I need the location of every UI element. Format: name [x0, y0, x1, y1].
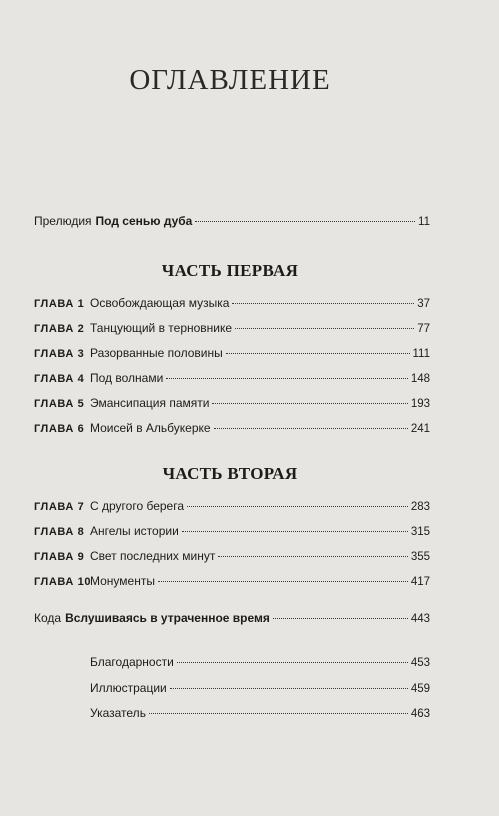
- toc-entry-coda[interactable]: [34, 611, 430, 629]
- chapter-title: Эмансипация памяти: [90, 396, 210, 410]
- page-title: ОГЛАВЛЕНИЕ: [129, 64, 331, 96]
- chapter-label: ГЛАВА 2: [34, 323, 85, 335]
- dot-leader: [166, 378, 408, 379]
- toc-entry-chapter[interactable]: [34, 421, 430, 439]
- page-number: 11: [418, 216, 430, 228]
- entry-title: Иллюстрации: [90, 681, 167, 695]
- dot-leader: [187, 506, 408, 507]
- chapter-label: ГЛАВА 6: [34, 423, 85, 435]
- entry-title: Вслушиваясь в утраченное время: [65, 611, 270, 625]
- dot-leader: [182, 531, 408, 532]
- chapter-label: ГЛАВА 1: [34, 298, 85, 310]
- toc-entry-prelude[interactable]: [34, 214, 430, 232]
- toc-entry-chapter[interactable]: [34, 549, 430, 567]
- page-number: 283: [410, 501, 430, 513]
- toc-entry-chapter[interactable]: [34, 396, 430, 414]
- dot-leader: [226, 353, 410, 354]
- chapter-title: Моисей в Альбукерке: [90, 421, 211, 435]
- toc-entry-chapter[interactable]: [34, 321, 430, 339]
- chapter-title: Под волнами: [90, 371, 164, 385]
- toc-entry-chapter[interactable]: [34, 499, 430, 517]
- toc-entry-chapter[interactable]: [34, 574, 430, 592]
- chapter-label: ГЛАВА 10: [34, 576, 92, 588]
- toc-entry-chapter[interactable]: [34, 296, 430, 314]
- entry-title: Под сенью дуба: [95, 214, 193, 228]
- toc-entry-chapter[interactable]: [34, 524, 430, 542]
- chapter-label: ГЛАВА 5: [34, 398, 85, 410]
- entry-label: Прелюдия: [34, 214, 92, 228]
- part-heading: ЧАСТЬ ПЕРВАЯ: [161, 261, 299, 280]
- page-number: 417: [410, 576, 430, 588]
- chapter-label: ГЛАВА 7: [34, 501, 85, 513]
- dot-leader: [214, 428, 408, 429]
- toc-entry-chapter[interactable]: [34, 371, 430, 389]
- dot-leader: [218, 556, 407, 557]
- chapter-title: Ангелы истории: [90, 524, 179, 538]
- page-number: 241: [410, 423, 430, 435]
- page-number: 315: [410, 526, 430, 538]
- dot-leader: [235, 328, 414, 329]
- dot-leader: [232, 303, 414, 304]
- toc-entry-back-matter[interactable]: [90, 706, 430, 724]
- page-number: 463: [410, 708, 430, 720]
- page-number: 453: [410, 657, 430, 669]
- dot-leader: [195, 221, 415, 222]
- page-number: 355: [410, 551, 430, 563]
- dot-leader: [212, 403, 407, 404]
- page-number: 111: [412, 348, 430, 360]
- page-number: 148: [410, 373, 430, 385]
- chapter-label: ГЛАВА 8: [34, 526, 85, 538]
- chapter-title: Танцующий в терновнике: [90, 321, 233, 335]
- page-number: 193: [410, 398, 430, 410]
- chapter-title: С другого берега: [90, 499, 184, 513]
- toc-entry-chapter[interactable]: [34, 346, 430, 364]
- toc-entry-back-matter[interactable]: [90, 681, 430, 699]
- toc-entry-back-matter[interactable]: [90, 655, 430, 673]
- chapter-label: ГЛАВА 3: [34, 348, 85, 360]
- chapter-label: ГЛАВА 9: [34, 551, 85, 563]
- page-number: 443: [410, 613, 430, 625]
- dot-leader: [158, 581, 408, 582]
- chapter-title: Монументы: [90, 574, 155, 588]
- page-number: 37: [417, 298, 430, 310]
- chapter-title: Разорванные половины: [90, 346, 223, 360]
- entry-title: Благодарности: [90, 655, 174, 669]
- dot-leader: [149, 713, 408, 714]
- chapter-title: Свет последних минут: [90, 549, 216, 563]
- dot-leader: [273, 618, 408, 619]
- entry-label: Кода: [34, 611, 62, 625]
- dot-leader: [170, 688, 408, 689]
- chapter-label: ГЛАВА 4: [34, 373, 85, 385]
- dot-leader: [177, 662, 408, 663]
- page-number: 459: [410, 683, 430, 695]
- entry-title: Указатель: [90, 706, 146, 720]
- part-heading: ЧАСТЬ ВТОРАЯ: [162, 464, 298, 483]
- chapter-title: Освобождающая музыка: [90, 296, 230, 310]
- page-number: 77: [417, 323, 430, 335]
